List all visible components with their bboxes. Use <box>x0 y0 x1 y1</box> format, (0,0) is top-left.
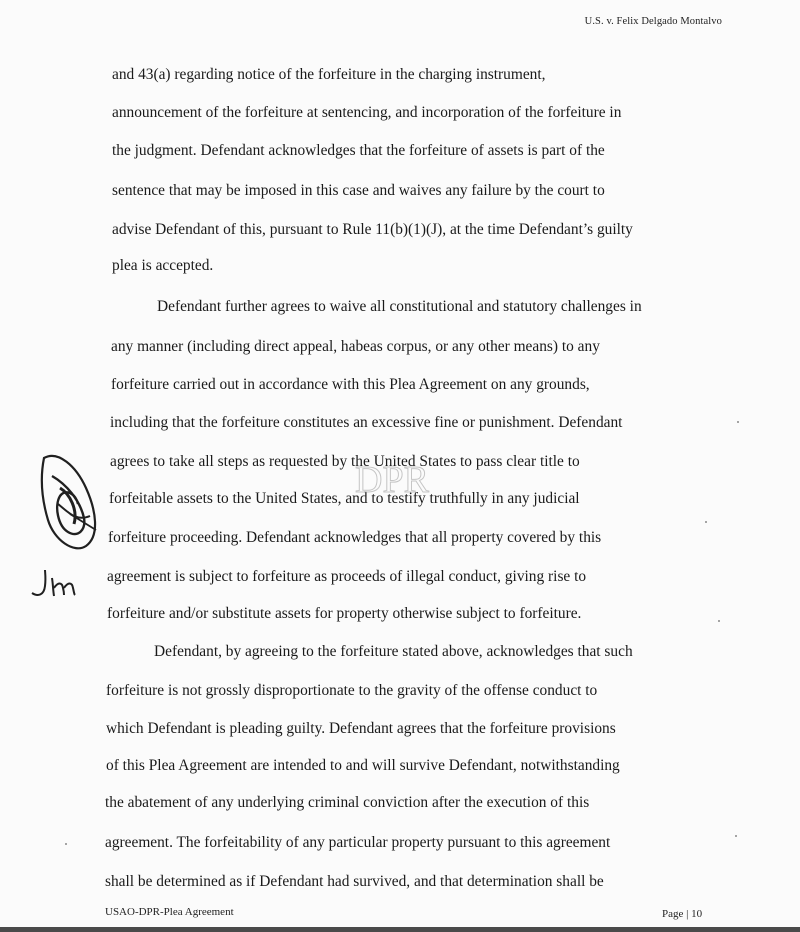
page-number: Page | 10 <box>662 908 703 920</box>
body-line: sentence that may be imposed in this case and waives any failure by the court to <box>112 182 605 199</box>
body-line: forfeitable assets to the United States, and to testify truthfully in any judicial <box>109 490 580 507</box>
body-line: agrees to take all steps as requested by the United States to pass clear title to <box>110 453 580 470</box>
body-line: of this Plea Agreement are intended to and will survive Defendant, notwithstanding <box>106 757 620 774</box>
body-line: advise Defendant of this, pursuant to Rule 11(b)(1)(J), at the time Defendant’s guilty <box>112 221 633 238</box>
body-line: forfeiture proceeding. Defendant acknowledges that all property covered by this <box>108 529 602 546</box>
body-line: plea is accepted. <box>112 257 214 274</box>
handwritten-signature <box>30 444 105 556</box>
official-stamp <box>332 448 467 508</box>
body-line: any manner (including direct appeal, habeas corpus, or any other means) to any <box>111 338 600 355</box>
body-line: the judgment. Defendant acknowledges that the forfeiture of assets is part of the <box>112 142 605 159</box>
document-label-footer: USAO-DPR-Plea Agreement <box>105 906 234 918</box>
scan-speck <box>735 835 737 837</box>
scan-speck <box>65 843 67 845</box>
body-line: forfeiture is not grossly disproportionate to the gravity of the offense conduct to <box>106 682 598 699</box>
stamp-text: DPR <box>355 459 429 501</box>
body-line: forfeiture carried out in accordance with this Plea Agreement on any grounds, <box>111 376 590 393</box>
body-line: Defendant, by agreeing to the forfeiture stated above, acknowledges that such <box>154 643 633 660</box>
case-title-header: U.S. v. Felix Delgado Montalvo <box>584 16 722 27</box>
body-line: and 43(a) regarding notice of the forfeiture in the charging instrument, <box>112 66 546 83</box>
body-line: agreement. The forfeitability of any particular property pursuant to this agreement <box>105 834 611 851</box>
body-line: forfeiture and/or substitute assets for property otherwise subject to forfeiture. <box>107 605 582 622</box>
body-line: announcement of the forfeiture at sentencing, and incorporation of the forfeiture in <box>112 104 622 121</box>
body-line: Defendant further agrees to waive all constitutional and statutory challenges in <box>157 298 642 315</box>
body-line: agreement is subject to forfeiture as proceeds of illegal conduct, giving rise to <box>107 568 587 585</box>
body-line: which Defendant is pleading guilty. Defendant agrees that the forfeiture provisions <box>106 720 616 737</box>
scan-speck <box>718 620 720 622</box>
bottom-edge <box>0 927 800 932</box>
scan-speck <box>705 521 707 523</box>
handwritten-initials <box>30 566 80 604</box>
body-line: shall be determined as if Defendant had survived, and that determination shall be <box>105 873 604 890</box>
body-line: including that the forfeiture constitutes an excessive fine or punishment. Defendant <box>110 414 623 431</box>
scan-speck <box>737 421 739 423</box>
body-line: the abatement of any underlying criminal conviction after the execution of this <box>105 794 590 811</box>
